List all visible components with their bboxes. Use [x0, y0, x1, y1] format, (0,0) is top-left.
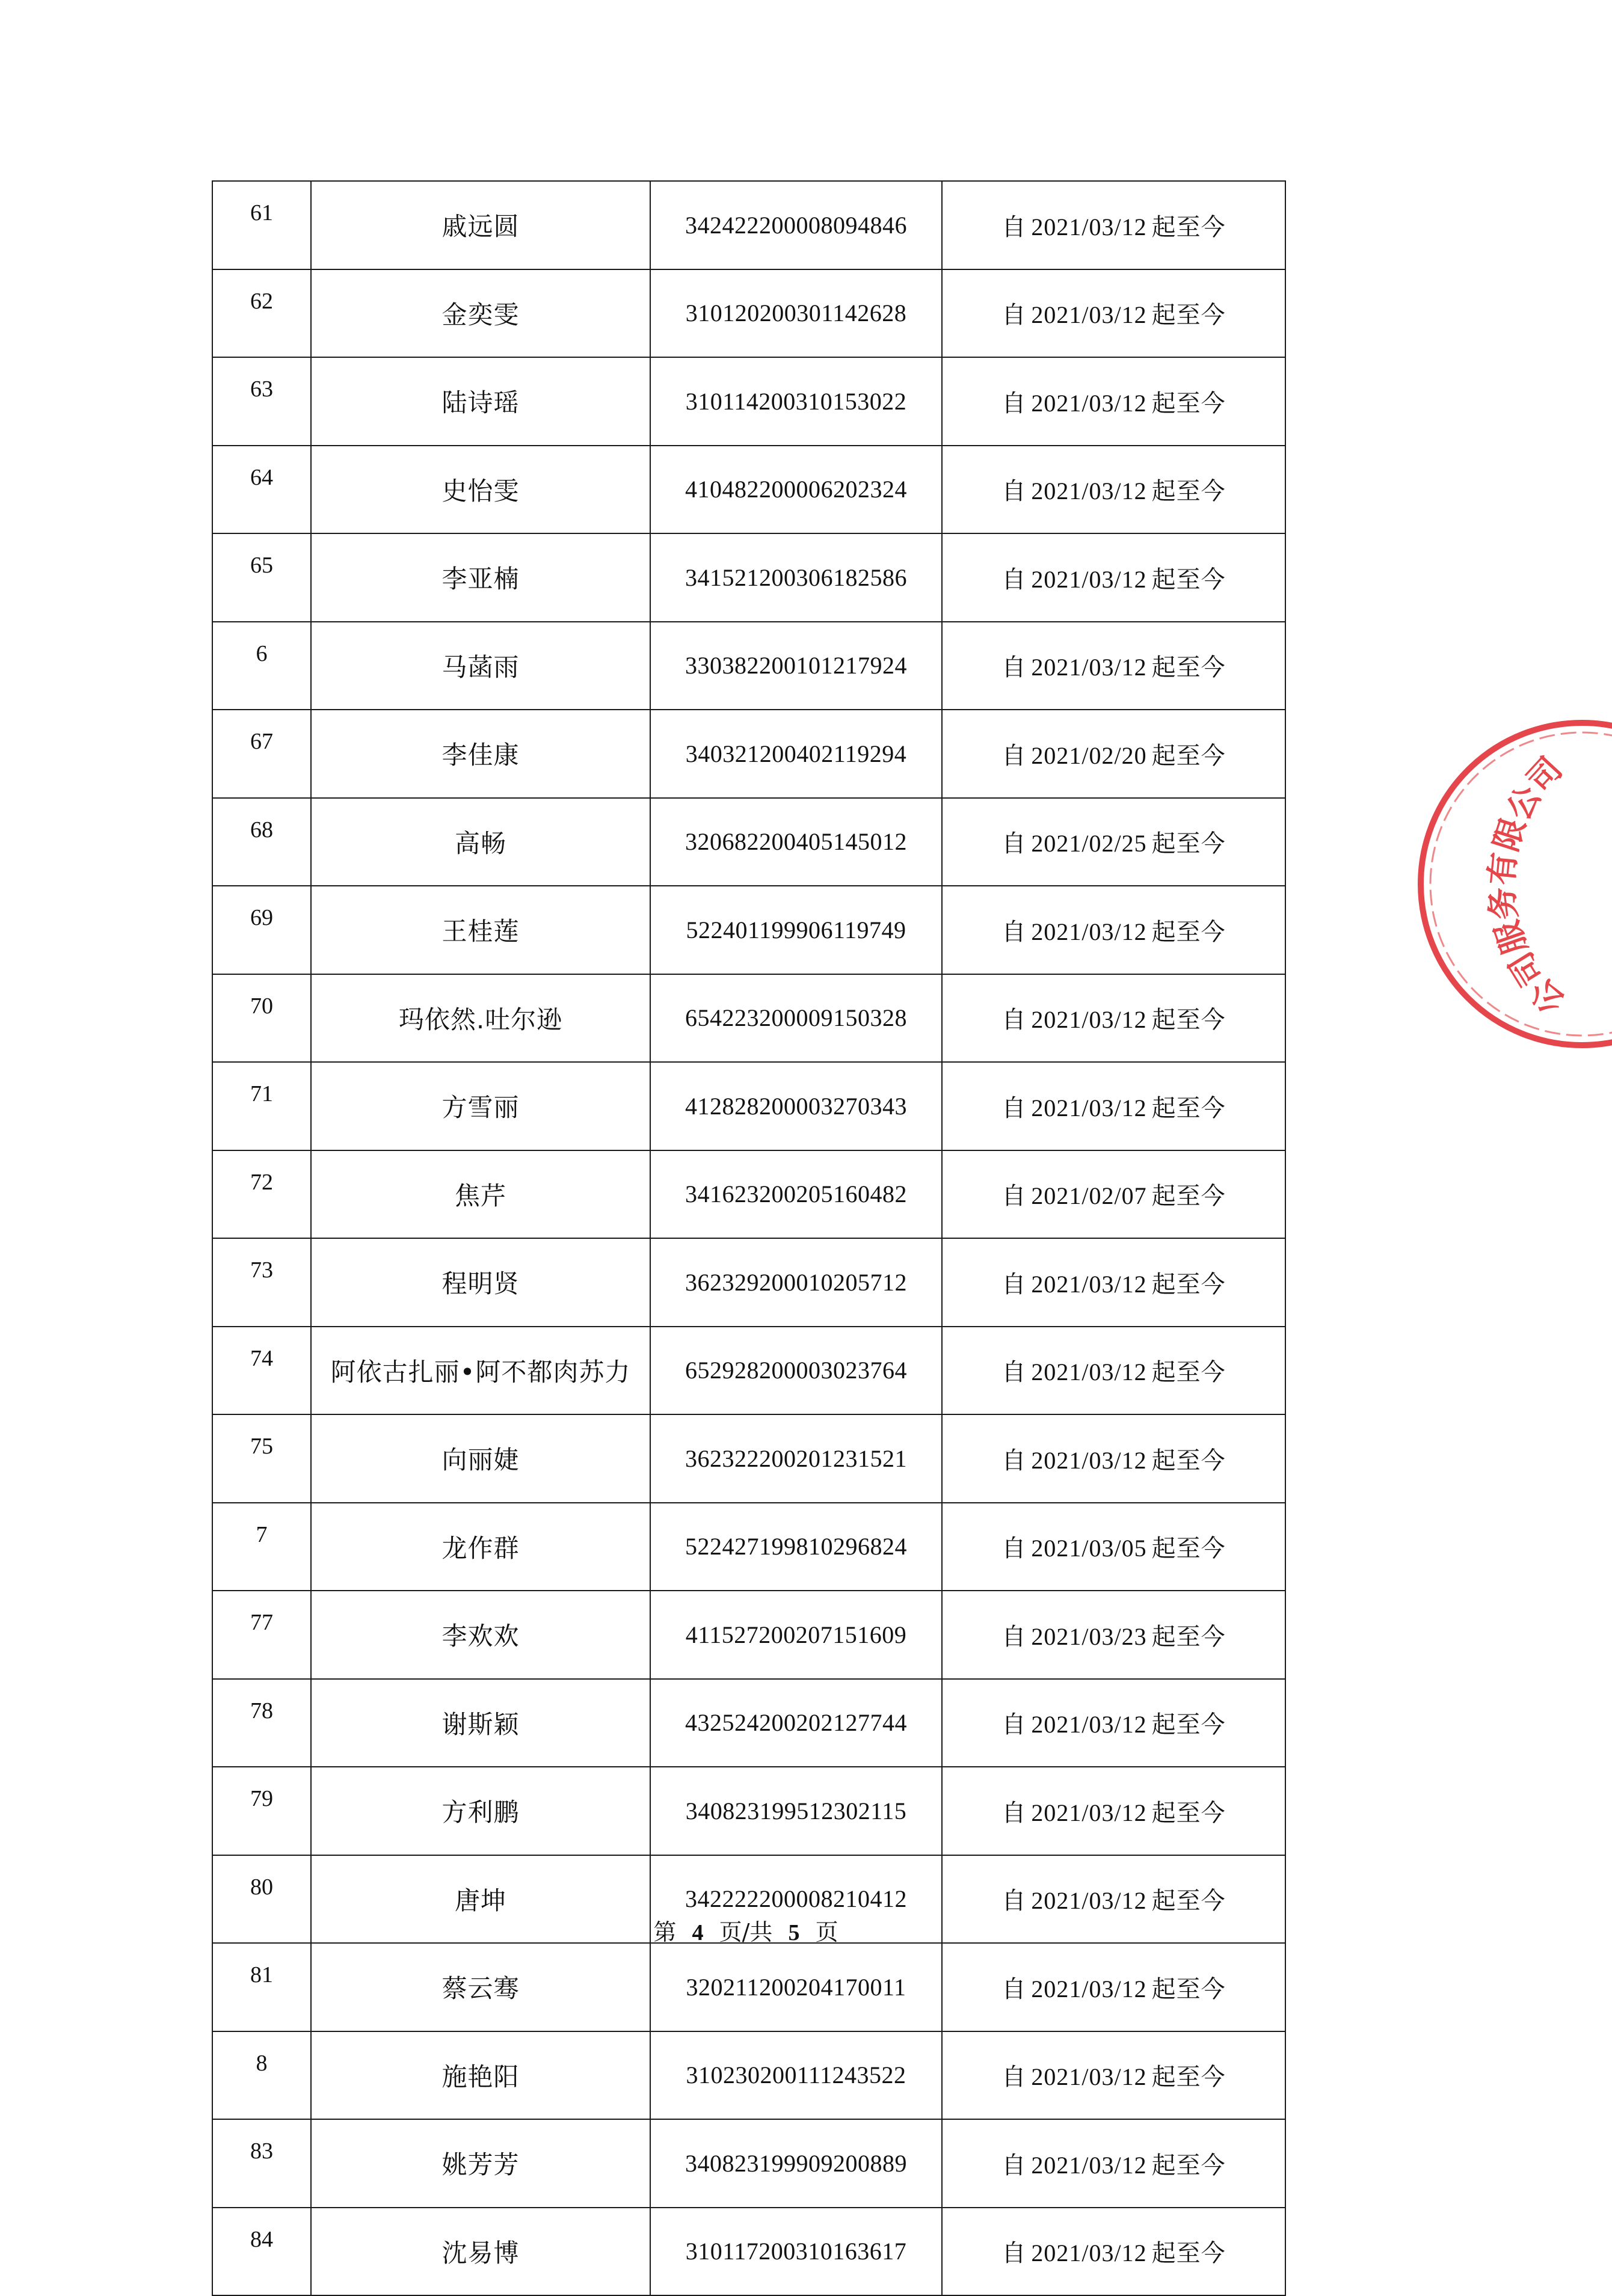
employment-period-cell	[942, 1503, 1285, 1591]
id-number-cell: 432524200202127744	[650, 1679, 942, 1767]
period-to-label: 起至今	[1151, 1622, 1226, 1651]
period-start-date: 2021/03/12	[1031, 1711, 1147, 1739]
row-number-cell: 70	[212, 974, 311, 1063]
name-cell: 谢斯颖	[311, 1679, 650, 1767]
employment-period-cell	[942, 2208, 1285, 2296]
period-start-date: 2021/03/05	[1031, 1535, 1147, 1562]
employment-period-cell	[942, 886, 1285, 974]
period-start-date: 2021/03/12	[1031, 2063, 1147, 2091]
period-from-label: 自	[1001, 1535, 1027, 1563]
period-from-label: 自	[1001, 2151, 1027, 2179]
period-from-label: 自	[1001, 1094, 1027, 1122]
table-row	[212, 1150, 1285, 1239]
employment-period-cell	[942, 1767, 1285, 1855]
employment-period-cell	[942, 1679, 1285, 1767]
name-cell: 程明贤	[311, 1238, 650, 1327]
row-number-cell: 80	[212, 1855, 311, 1944]
period-to-label: 起至今	[1151, 918, 1226, 946]
table-row	[212, 2119, 1285, 2208]
row-number-cell: 8	[212, 2031, 311, 2120]
table-row	[212, 622, 1285, 710]
period-from-label: 自	[1001, 1182, 1027, 1211]
name-cell: 阿依古扎丽•阿不都肉苏力	[311, 1327, 650, 1415]
id-number-cell: 362329200010205712	[650, 1238, 942, 1327]
period-to-label: 起至今	[1151, 1535, 1226, 1563]
row-number-cell: 78	[212, 1679, 311, 1767]
name-cell: 唐坤	[311, 1855, 650, 1944]
employment-period-cell	[942, 710, 1285, 798]
table-row	[212, 1062, 1285, 1150]
period-start-date: 2021/03/23	[1031, 1622, 1147, 1650]
employment-period-cell	[942, 1062, 1285, 1150]
table-row	[212, 1414, 1285, 1503]
period-from-label: 自	[1001, 1446, 1027, 1475]
seal-text-path: 公司服务有限公司	[1482, 750, 1573, 1022]
footer-suffix: 页	[815, 1919, 838, 1945]
row-number-cell: 6	[212, 622, 311, 710]
row-number-cell: 74	[212, 1327, 311, 1415]
period-to-label: 起至今	[1151, 1711, 1226, 1739]
table-row	[212, 1327, 1285, 1415]
table-row	[212, 181, 1285, 269]
employment-period-cell	[942, 1943, 1285, 2031]
id-number-cell: 341623200205160482	[650, 1150, 942, 1239]
period-from-label: 自	[1001, 1799, 1027, 1827]
row-number-cell: 75	[212, 1414, 311, 1503]
id-number-cell: 522401199906119749	[650, 886, 942, 974]
employment-period-cell	[942, 533, 1285, 622]
period-start-date: 2021/03/12	[1031, 2151, 1147, 2179]
period-from-label: 自	[1001, 654, 1027, 682]
employment-period-cell	[942, 974, 1285, 1063]
period-to-label: 起至今	[1151, 1094, 1226, 1122]
table-row	[212, 1679, 1285, 1767]
current-page-number: 4	[692, 1920, 704, 1945]
period-from-label: 自	[1001, 1006, 1027, 1034]
id-number-cell: 412828200003270343	[650, 1062, 942, 1150]
period-to-label: 起至今	[1151, 565, 1226, 594]
roster-table-body	[212, 181, 1285, 2295]
period-from-label: 自	[1001, 918, 1027, 946]
page-number-footer	[0, 1914, 1492, 1947]
name-cell: 施艳阳	[311, 2031, 650, 2120]
table-row	[212, 1767, 1285, 1855]
roster-table	[212, 180, 1286, 2296]
employment-period-cell	[942, 1238, 1285, 1327]
employment-period-cell	[942, 2031, 1285, 2120]
table-row	[212, 533, 1285, 622]
id-number-cell: 310114200310153022	[650, 357, 942, 446]
period-start-date: 2021/03/12	[1031, 1799, 1147, 1826]
period-start-date: 2021/03/12	[1031, 389, 1147, 417]
row-number-cell: 64	[212, 446, 311, 534]
period-start-date: 2021/03/12	[1031, 301, 1147, 329]
period-to-label: 起至今	[1151, 213, 1226, 241]
name-cell: 金奕雯	[311, 269, 650, 358]
name-cell: 龙作群	[311, 1503, 650, 1591]
period-from-label: 自	[1001, 1711, 1027, 1739]
employment-period-cell	[942, 1414, 1285, 1503]
name-cell: 方雪丽	[311, 1062, 650, 1150]
employment-period-cell	[942, 446, 1285, 534]
row-number-cell: 67	[212, 710, 311, 798]
table-row	[212, 1591, 1285, 1679]
company-seal-stamp	[1407, 716, 1612, 1052]
employment-period-cell	[942, 1591, 1285, 1679]
row-number-cell: 71	[212, 1062, 311, 1150]
period-to-label: 起至今	[1151, 1182, 1226, 1211]
row-number-cell: 69	[212, 886, 311, 974]
period-from-label: 自	[1001, 2063, 1027, 2092]
period-from-label: 自	[1001, 1622, 1027, 1651]
table-row	[212, 1943, 1285, 2031]
name-cell: 王桂莲	[311, 886, 650, 974]
period-from-label: 自	[1001, 1975, 1027, 2003]
period-start-date: 2021/03/12	[1031, 1270, 1147, 1298]
period-from-label: 自	[1001, 301, 1027, 330]
period-start-date: 2021/03/12	[1031, 213, 1147, 241]
row-number-cell: 68	[212, 798, 311, 886]
period-to-label: 起至今	[1151, 654, 1226, 682]
footer-middle: 页/共	[719, 1919, 773, 1945]
period-to-label: 起至今	[1151, 1446, 1226, 1475]
period-to-label: 起至今	[1151, 301, 1226, 330]
employment-period-cell	[942, 181, 1285, 269]
id-number-cell: 654223200009150328	[650, 974, 942, 1063]
row-number-cell: 83	[212, 2119, 311, 2208]
table-row	[212, 357, 1285, 446]
period-to-label: 起至今	[1151, 2239, 1226, 2268]
employment-period-cell	[942, 798, 1285, 886]
period-from-label: 自	[1001, 741, 1027, 770]
period-from-label: 自	[1001, 565, 1027, 594]
name-cell: 陆诗瑶	[311, 357, 650, 446]
employment-period-cell	[942, 1150, 1285, 1239]
row-number-cell: 62	[212, 269, 311, 358]
employment-period-cell	[942, 2119, 1285, 2208]
table-row	[212, 2208, 1285, 2296]
name-cell: 李欢欢	[311, 1591, 650, 1679]
period-to-label: 起至今	[1151, 389, 1226, 417]
table-row	[212, 886, 1285, 974]
name-cell: 李佳康	[311, 710, 650, 798]
table-row	[212, 710, 1285, 798]
name-cell: 方利鹏	[311, 1767, 650, 1855]
period-to-label: 起至今	[1151, 1799, 1226, 1827]
name-cell: 戚远圆	[311, 181, 650, 269]
table-row	[212, 1238, 1285, 1327]
period-start-date: 2021/03/12	[1031, 565, 1147, 593]
name-cell: 姚芳芳	[311, 2119, 650, 2208]
table-row	[212, 974, 1285, 1063]
row-number-cell: 77	[212, 1591, 311, 1679]
id-number-cell: 410482200006202324	[650, 446, 942, 534]
period-to-label: 起至今	[1151, 1270, 1226, 1298]
id-number-cell: 340823199909200889	[650, 2119, 942, 2208]
period-start-date: 2021/03/12	[1031, 1975, 1147, 2003]
id-number-cell: 652928200003023764	[650, 1327, 942, 1415]
period-to-label: 起至今	[1151, 830, 1226, 858]
period-start-date: 2021/02/07	[1031, 1182, 1147, 1210]
name-cell: 玛依然.吐尔逊	[311, 974, 650, 1063]
period-start-date: 2021/03/12	[1031, 918, 1147, 945]
id-number-cell: 330382200101217924	[650, 622, 942, 710]
table-row	[212, 269, 1285, 358]
row-number-cell: 79	[212, 1767, 311, 1855]
id-number-cell: 310120200301142628	[650, 269, 942, 358]
id-number-cell: 522427199810296824	[650, 1503, 942, 1591]
id-number-cell: 320211200204170011	[650, 1943, 942, 2031]
row-number-cell: 65	[212, 533, 311, 622]
period-start-date: 2021/03/12	[1031, 654, 1147, 681]
name-cell: 史怡雯	[311, 446, 650, 534]
period-to-label: 起至今	[1151, 2063, 1226, 2092]
period-start-date: 2021/03/12	[1031, 1006, 1147, 1034]
name-cell: 沈易博	[311, 2208, 650, 2296]
id-number-cell: 342422200008094846	[650, 181, 942, 269]
row-number-cell: 63	[212, 357, 311, 446]
employment-period-cell	[942, 622, 1285, 710]
period-from-label: 自	[1001, 389, 1027, 417]
id-number-cell: 411527200207151609	[650, 1591, 942, 1679]
period-from-label: 自	[1001, 213, 1027, 241]
name-cell: 马菡雨	[311, 622, 650, 710]
table-row	[212, 446, 1285, 534]
seal-text	[1482, 750, 1572, 1021]
total-page-number: 5	[788, 1920, 800, 1945]
name-cell: 李亚楠	[311, 533, 650, 622]
period-from-label: 自	[1001, 830, 1027, 858]
period-start-date: 2021/03/12	[1031, 477, 1147, 505]
period-to-label: 起至今	[1151, 477, 1226, 506]
table-row	[212, 2031, 1285, 2120]
period-start-date: 2021/02/20	[1031, 741, 1147, 769]
table-row	[212, 1503, 1285, 1591]
id-number-cell: 340321200402119294	[650, 710, 942, 798]
id-number-cell: 342222200008210412	[650, 1855, 942, 1944]
period-to-label: 起至今	[1151, 1887, 1226, 1915]
name-cell: 高畅	[311, 798, 650, 886]
id-number-cell: 362322200201231521	[650, 1414, 942, 1503]
row-number-cell: 61	[212, 181, 311, 269]
period-start-date: 2021/02/25	[1031, 830, 1147, 858]
name-cell: 蔡云骞	[311, 1943, 650, 2031]
id-number-cell: 320682200405145012	[650, 798, 942, 886]
period-from-label: 自	[1001, 1887, 1027, 1915]
footer-prefix: 第	[653, 1919, 677, 1945]
period-start-date: 2021/03/12	[1031, 1358, 1147, 1386]
period-to-label: 起至今	[1151, 1006, 1226, 1034]
period-to-label: 起至今	[1151, 2151, 1226, 2179]
period-to-label: 起至今	[1151, 741, 1226, 770]
employment-period-cell	[942, 269, 1285, 358]
name-cell: 焦芹	[311, 1150, 650, 1239]
period-from-label: 自	[1001, 477, 1027, 506]
id-number-cell: 341521200306182586	[650, 533, 942, 622]
name-cell: 向丽婕	[311, 1414, 650, 1503]
row-number-cell: 72	[212, 1150, 311, 1239]
table-row	[212, 798, 1285, 886]
id-number-cell: 310117200310163617	[650, 2208, 942, 2296]
row-number-cell: 81	[212, 1943, 311, 2031]
row-number-cell: 84	[212, 2208, 311, 2296]
period-from-label: 自	[1001, 1358, 1027, 1387]
id-number-cell: 340823199512302115	[650, 1767, 942, 1855]
period-start-date: 2021/03/12	[1031, 1446, 1147, 1474]
id-number-cell: 310230200111243522	[650, 2031, 942, 2120]
employment-period-cell	[942, 357, 1285, 446]
period-from-label: 自	[1001, 2239, 1027, 2268]
period-start-date: 2021/03/12	[1031, 2239, 1147, 2267]
row-number-cell: 73	[212, 1238, 311, 1327]
employment-period-cell	[942, 1327, 1285, 1415]
period-start-date: 2021/03/12	[1031, 1094, 1147, 1122]
period-start-date: 2021/03/12	[1031, 1887, 1147, 1915]
row-number-cell: 7	[212, 1503, 311, 1591]
period-from-label: 自	[1001, 1270, 1027, 1298]
period-to-label: 起至今	[1151, 1358, 1226, 1387]
period-to-label: 起至今	[1151, 1975, 1226, 2003]
